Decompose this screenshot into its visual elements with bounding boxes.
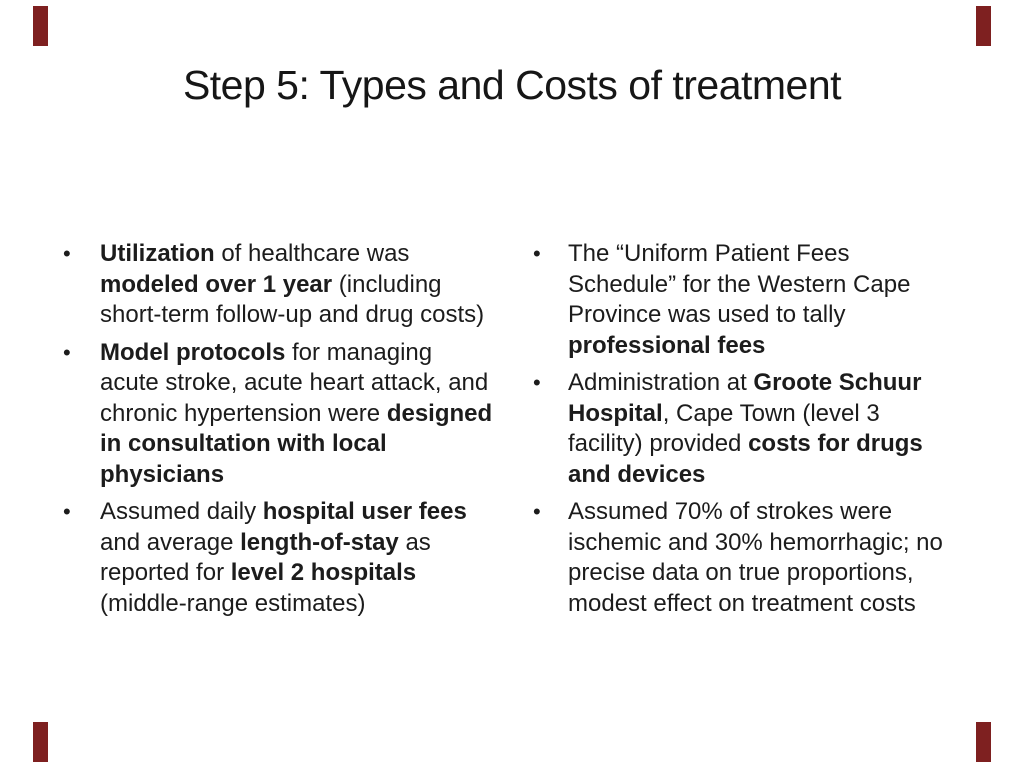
bullet-item [533, 497, 960, 619]
corner-accent-top-left [33, 6, 48, 46]
bullet-text: Assumed 70% of strokes were ischemic and 30% hemorrhagic; no precise data on true proportions, modest effect on treatment costs [568, 498, 943, 617]
bullet-list-right [533, 239, 960, 619]
bullet-text: Utilization of healthcare was modeled over 1 year (including short-term follow-up and drug costs) [100, 240, 485, 328]
slide-title: Step 5: Types and Costs of treatment [182, 62, 842, 108]
bullet-marker-icon: • [533, 370, 541, 395]
bullet-item [533, 239, 960, 361]
bullet-marker-icon: • [63, 499, 71, 524]
bullet-marker-icon: • [63, 241, 71, 266]
bullet-marker-icon: • [533, 499, 541, 524]
bullet-item [63, 338, 493, 491]
corner-accent-bottom-right [976, 722, 991, 762]
bullet-marker-icon: • [533, 241, 541, 266]
content-columns [0, 239, 1024, 619]
corner-accent-top-right [976, 6, 991, 46]
bullet-text: The “Uniform Patient Fees Schedule” for the Western Cape Province was used to tally professional fees [568, 240, 911, 359]
bullet-item [63, 497, 493, 619]
bullet-text: Assumed daily hospital user fees and average length-of-stay as reported for level 2 hospitals (middle-range estimates) [100, 498, 467, 617]
bullet-list-left [63, 239, 493, 619]
bullet-text: Administration at Groote Schuur Hospital, Cape Town (level 3 facility) provided costs for drugs and devices [568, 369, 923, 488]
bullet-marker-icon: • [63, 339, 71, 365]
corner-accent-bottom-left [33, 722, 48, 762]
bullet-item [63, 239, 493, 331]
bullet-text: Model protocols for managing acute stroke, acute heart attack, and chronic hypertension were designed in consultation with local physicians [100, 338, 493, 488]
bullet-item [533, 368, 960, 490]
